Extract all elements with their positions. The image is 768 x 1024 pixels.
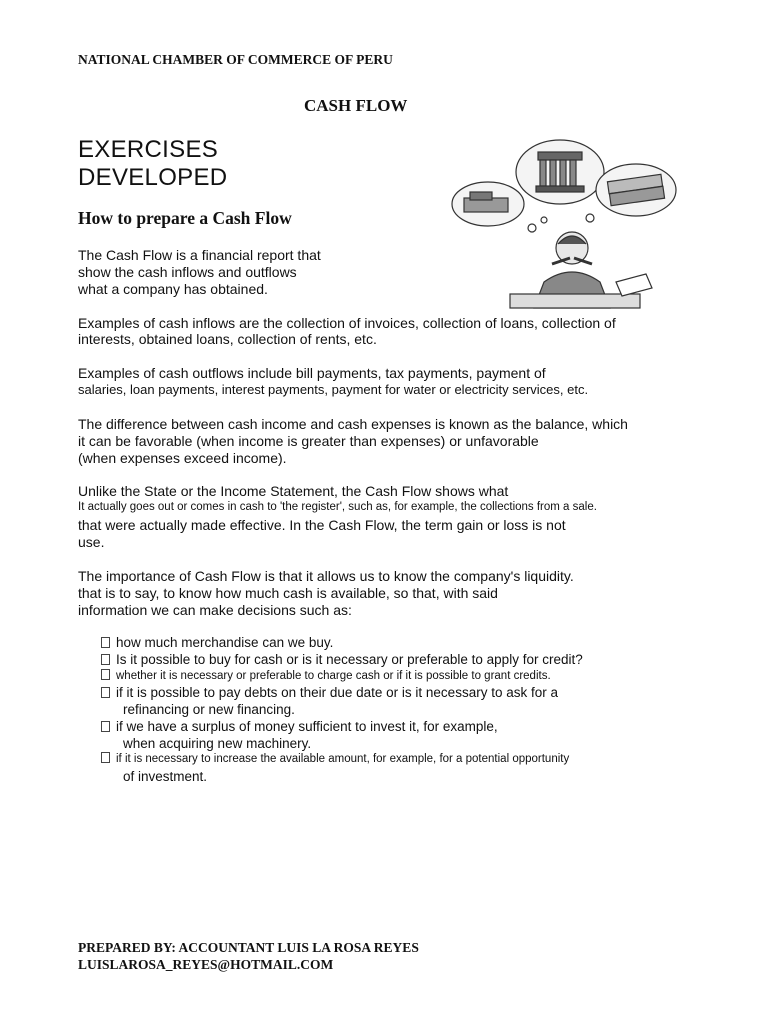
intro-line: show the cash inflows and outflows xyxy=(78,264,297,280)
document-title: CASH FLOW xyxy=(304,96,408,115)
importance-line: The importance of Cash Flow is that it allows us to know the company's liquidity. xyxy=(78,568,574,584)
author-email: LUISLAROSA_REYES@HOTMAIL.COM xyxy=(78,957,334,972)
checkbox-bullet-icon xyxy=(101,637,110,648)
unlike-line: Unlike the State or the Income Statement, the Cash Flow shows what xyxy=(78,483,509,499)
unlike-line: that were actually made effective. In the Cash Flow, the term gain or loss is not xyxy=(78,517,566,533)
inflows-line: interests, obtained loans, collection of rents, etc. xyxy=(78,331,377,347)
bullet-continuation: of investment. xyxy=(123,769,208,784)
unlike-line: It actually goes out or comes in cash to 'the register', such as, for example, the collections from a sale. xyxy=(78,501,597,513)
bullet-item: if we have a surplus of money sufficient to invest it, for example, xyxy=(101,719,498,734)
checkbox-bullet-icon xyxy=(101,721,110,732)
intro-line: what a company has obtained. xyxy=(78,281,268,297)
importance-line: information we can make decisions such as: xyxy=(78,602,352,618)
bullet-item: if it is necessary to increase the available amount, for example, for a potential opportunity xyxy=(101,752,569,765)
section-subheading: How to prepare a Cash Flow xyxy=(78,208,292,228)
worried-accountant-illustration xyxy=(440,132,680,312)
bullet-item: how much merchandise can we buy. xyxy=(101,635,333,650)
bullet-item: Is it possible to buy for cash or is it necessary or preferable to apply for credit? xyxy=(101,652,583,667)
prepared-by: PREPARED BY: ACCOUNTANT LUIS LA ROSA REYES xyxy=(78,940,419,955)
bullet-continuation: refinancing or new financing. xyxy=(123,702,295,717)
inflows-line: Examples of cash inflows are the collection of invoices, collection of loans, collection of xyxy=(78,315,616,331)
outflows-line: salaries, loan payments, interest payments, payment for water or electricity services, etc. xyxy=(78,382,589,397)
outflows-line: Examples of cash outflows include bill payments, tax payments, payment of xyxy=(78,365,546,381)
checkbox-bullet-icon xyxy=(101,654,110,665)
bullet-item: whether it is necessary or preferable to charge cash or if it is possible to grant credits. xyxy=(101,669,551,682)
checkbox-bullet-icon xyxy=(101,687,110,698)
balance-line: (when expenses exceed income). xyxy=(78,450,287,466)
heading-line-2: DEVELOPED xyxy=(78,164,228,191)
organization-header: NATIONAL CHAMBER OF COMMERCE OF PERU xyxy=(78,52,393,67)
unlike-line: use. xyxy=(78,534,105,550)
checkbox-bullet-icon xyxy=(101,752,110,763)
bullet-continuation: when acquiring new machinery. xyxy=(123,736,312,751)
importance-line: that is to say, to know how much cash is available, so that, with said xyxy=(78,585,498,601)
balance-line: it can be favorable (when income is greater than expenses) or unfavorable xyxy=(78,433,539,449)
checkbox-bullet-icon xyxy=(101,669,110,680)
balance-line: The difference between cash income and cash expenses is known as the balance, which xyxy=(78,416,628,432)
intro-line: The Cash Flow is a financial report that xyxy=(78,247,321,263)
bullet-item: if it is possible to pay debts on their due date or is it necessary to ask for a xyxy=(101,685,558,700)
heading-line-1: EXERCISES xyxy=(78,136,219,163)
